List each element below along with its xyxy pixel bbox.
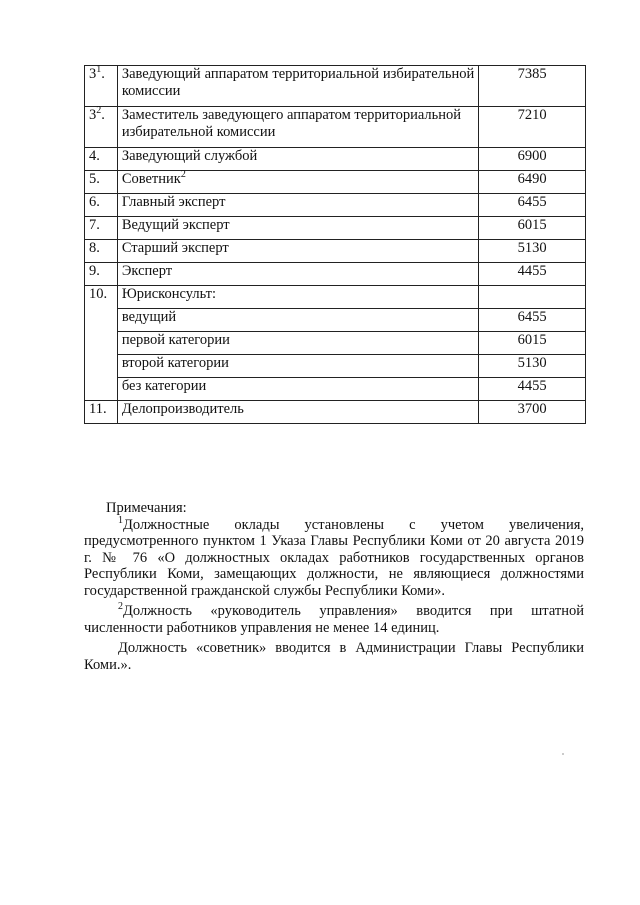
row-number: 8. (85, 240, 118, 263)
table-row (85, 286, 586, 309)
table-row (85, 355, 586, 378)
table-row (85, 217, 586, 240)
row-title: ведущий (117, 309, 478, 332)
row-value: 7385 (479, 66, 586, 107)
row-title: Эксперт (117, 263, 478, 286)
row-value: 3700 (479, 401, 586, 424)
row-number: 9. (85, 263, 118, 286)
notes-section (84, 500, 584, 673)
table-row (85, 148, 586, 171)
row-value: 6015 (479, 332, 586, 355)
row-title: Заместитель заведующего аппаратом территориальной избирательной комиссии (117, 107, 478, 148)
row-value: 7210 (479, 107, 586, 148)
table-row (85, 309, 586, 332)
row-value: 5130 (479, 240, 586, 263)
table-row (85, 401, 586, 424)
row-title: Делопроизводитель (117, 401, 478, 424)
row-title: Ведущий эксперт (117, 217, 478, 240)
table-row (85, 332, 586, 355)
table-row (85, 240, 586, 263)
note-1: $^1$Должностные оклады установлены с учетом увеличения, предусмотренного пунктом 1 Указа Главы Республики Коми от 20 августа 2019 г. № 76 «О должностных окладах работников государственных органов Республики Коми, замещающих должности, не являющиеся должностями государственной гражданской службы Республики Коми». (84, 514, 584, 599)
row-title: первой категории (117, 332, 478, 355)
table-row (85, 194, 586, 217)
row-title: Старший эксперт (117, 240, 478, 263)
salary-table (84, 65, 586, 424)
scan-speck (562, 753, 564, 755)
row-number: 10. (85, 286, 118, 401)
table-row (85, 263, 586, 286)
row-value (479, 286, 586, 309)
row-title: Советник$^2$ (117, 171, 478, 194)
table-row (85, 66, 586, 107)
row-number: 5. (85, 171, 118, 194)
row-number: 7. (85, 217, 118, 240)
row-title: без категории (117, 378, 478, 401)
row-value: 6455 (479, 309, 586, 332)
row-value: 6900 (479, 148, 586, 171)
note-3: Должность «советник» вводится в Администрации Главы Республики Коми.». (84, 640, 584, 673)
row-value: 6490 (479, 171, 586, 194)
row-title: второй категории (117, 355, 478, 378)
row-number: $3^1$. (85, 66, 118, 107)
note-2: $^2$Должность «руководитель управления» вводится при штатной численности работников управления не менее 14 единиц. (84, 601, 584, 636)
table-row (85, 378, 586, 401)
row-value: 4455 (479, 263, 586, 286)
row-value: 6455 (479, 194, 586, 217)
row-number: $3^2$. (85, 107, 118, 148)
table-row (85, 107, 586, 148)
row-title: Заведующий аппаратом территориальной избирательной комиссии (117, 66, 478, 107)
row-number: 11. (85, 401, 118, 424)
row-number: 6. (85, 194, 118, 217)
row-title: Заведующий службой (117, 148, 478, 171)
row-title: Юрисконсульт: (117, 286, 478, 309)
row-value: 4455 (479, 378, 586, 401)
row-title: Главный эксперт (117, 194, 478, 217)
notes-heading: Примечания: (106, 500, 187, 516)
row-value: 6015 (479, 217, 586, 240)
row-value: 5130 (479, 355, 586, 378)
row-number: 4. (85, 148, 118, 171)
table-row (85, 171, 586, 194)
